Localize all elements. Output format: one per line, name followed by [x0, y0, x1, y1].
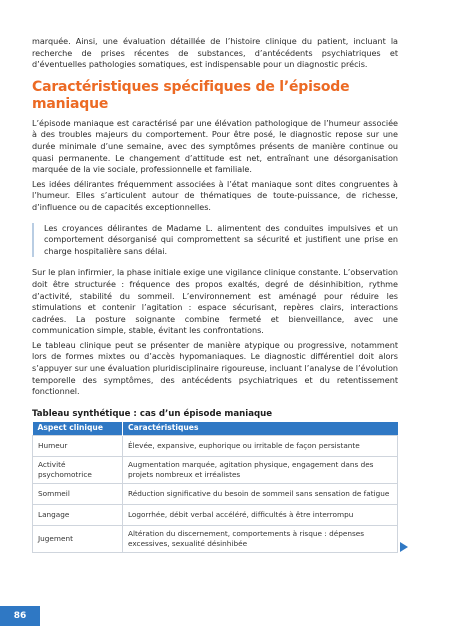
- body-paragraph: Sur le plan infirmier, la phase initiale exige une vigilance clinique constante. L’observation doit être structurée : fréquence des propos exaltés, degré de désinhibition, rythme d’activité, stabilité du sommeil. L’environnement est aménagé pour réduire les stimulations et contenir l’agitation : espace sécurisant, repères clairs, interactions cadrées. La posture soignante combine fermeté et bienveillance, avec une communication simple, stable, évitant les confrontations.: [32, 267, 398, 336]
- header-characteristics: Caractéristiques: [123, 422, 398, 436]
- table-header-row: [33, 422, 398, 436]
- cell-characteristics: Élevée, expansive, euphorique ou irritable de façon persistante: [123, 435, 398, 456]
- table-row: [33, 435, 398, 456]
- case-quote: [32, 223, 398, 258]
- table-row: [33, 525, 398, 552]
- table-row: [33, 456, 398, 483]
- cell-aspect: Activité psychomotrice: [33, 456, 123, 483]
- cell-characteristics: Réduction significative du besoin de sommeil sans sensation de fatigue: [123, 483, 398, 504]
- cell-aspect: Langage: [33, 504, 123, 525]
- table-title: Tableau synthétique : cas d’un épisode maniaque: [32, 408, 273, 419]
- page-number: [0, 606, 40, 626]
- cell-aspect: Jugement: [33, 525, 123, 552]
- cell-characteristics: Altération du discernement, comportements à risque : dépenses excessives, sexualité désinhibée: [123, 525, 398, 552]
- table-row: [33, 483, 398, 504]
- header-aspect: Aspect clinique: [33, 422, 123, 436]
- intro-paragraph: marquée. Ainsi, une évaluation détaillée de l’histoire clinique du patient, incluant la recherche de prises récentes de substances, d’antécédents psychiatriques et d’éventuelles pathologies somatiques, est indispensable pour un diagnostic précis.: [32, 36, 398, 70]
- cell-aspect: Sommeil: [33, 483, 123, 504]
- cell-characteristics: Logorrhée, débit verbal accéléré, difficultés à être interrompu: [123, 504, 398, 525]
- table-row: [33, 504, 398, 525]
- page-number-label: 86: [13, 611, 27, 621]
- section-title: Caractéristiques spécifiques de l’épisode maniaque: [32, 78, 350, 112]
- cell-aspect: Humeur: [33, 435, 123, 456]
- quote-text: Les croyances délirantes de Madame L. alimentent des conduites impulsives et un comportement désorganisé qui compromettent sa sécurité et justifient une prise en charge hospitalière sans délai.: [44, 222, 398, 256]
- page-content: [32, 36, 398, 553]
- summary-table: [32, 422, 398, 553]
- body-paragraph: L’épisode maniaque est caractérisé par une élévation pathologique de l’humeur associée à des troubles majeurs du comportement. Pour être posé, le diagnostic repose sur une durée minimale d’une semaine, avec des symptômes présents de manière continue ou quasi permanente. Le changement d’attitude est net, entraînant une désorganisation marquée de la vie sociale, professionnelle et familiale.: [32, 117, 398, 175]
- next-page-arrow-icon: [400, 542, 408, 552]
- body-paragraph: Le tableau clinique peut se présenter de manière atypique ou progressive, notamment lors de formes mixtes ou d’accès hypomaniaques. Le diagnostic différentiel doit alors s’appuyer sur une évaluation pluridisciplinaire rigoureuse, incluant l’analyse de l’évolution temporelle des symptômes, des antécédents psychiatriques et du retentissement fonctionnel.: [32, 339, 398, 397]
- body-paragraph: Les idées délirantes fréquemment associées à l’état maniaque sont dites congruentes à l’humeur. Elles s’articulent autour de thématiques de toute-puissance, de richesse, d’influence ou de capacités exceptionnelles.: [32, 178, 398, 212]
- cell-characteristics: Augmentation marquée, agitation physique, engagement dans des projets nombreux et irréalistes: [123, 456, 398, 483]
